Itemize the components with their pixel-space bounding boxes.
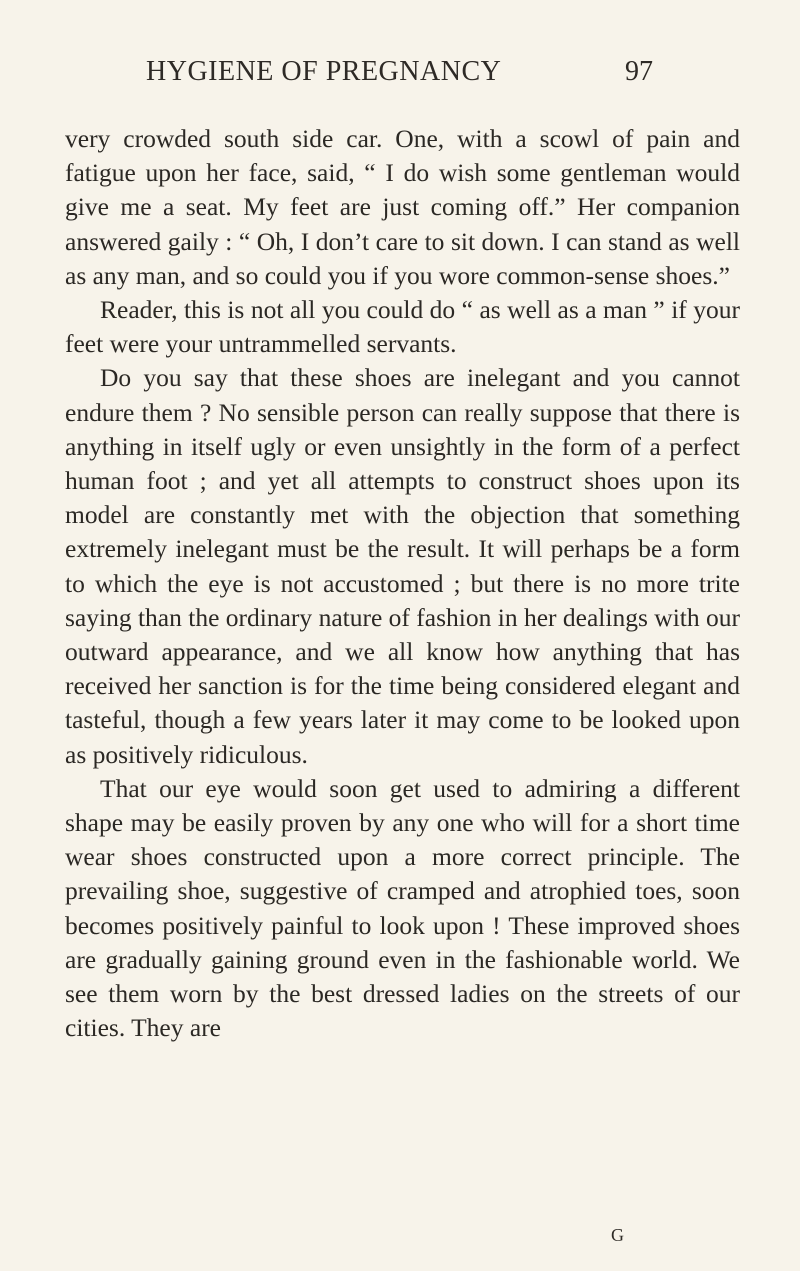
paragraph: Reader, this is not all you could do “ as well as a man ” if your feet were your untrammelled servants.	[65, 295, 740, 359]
signature-mark: G	[611, 1225, 624, 1245]
body-text	[65, 122, 740, 1045]
paragraph: That our eye would soon get used to admiring a different shape may be easily proven by any one who will for a short time wear shoes constructed upon a more correct principle. The prevailing shoe, suggestive of cramped and atrophied toes, soon becomes positively painful to look upon ! These improved shoes are gradually gaining ground even in the fashionable world. We see them worn by the best dressed ladies on the streets of our cities. They are	[65, 773, 740, 1043]
running-head: HYGIENE OF PREGNANCY	[146, 56, 502, 87]
page-number: 97	[625, 56, 653, 87]
paragraph-continued: very crowded south side car. One, with a scowl of pain and fatigue upon her face, said, “ I do wish some gentleman would give me a seat. My feet are just coming off.” Her companion answered gaily : “ Oh, I don’t care to sit down. I can stand as well as any man, and so could you if you wore common-sense shoes.”	[65, 124, 740, 290]
paragraph: Do you say that these shoes are inelegant and you cannot endure them ? No sensible person can really suppose that there is anything in itself ugly or even unsightly in the form of a perfect human foot ; and yet all attempts to construct shoes upon its model are constantly met with the objection that something extremely inelegant must be the result. It will perhaps be a form to which the eye is not accustomed ; but there is no more trite saying than the ordinary nature of fashion in her dealings with our outward appearance, and we all know how anything that has received her sanction is for the time being considered elegant and tasteful, though a few years later it may come to be looked upon as positively ridiculous.	[65, 363, 740, 769]
